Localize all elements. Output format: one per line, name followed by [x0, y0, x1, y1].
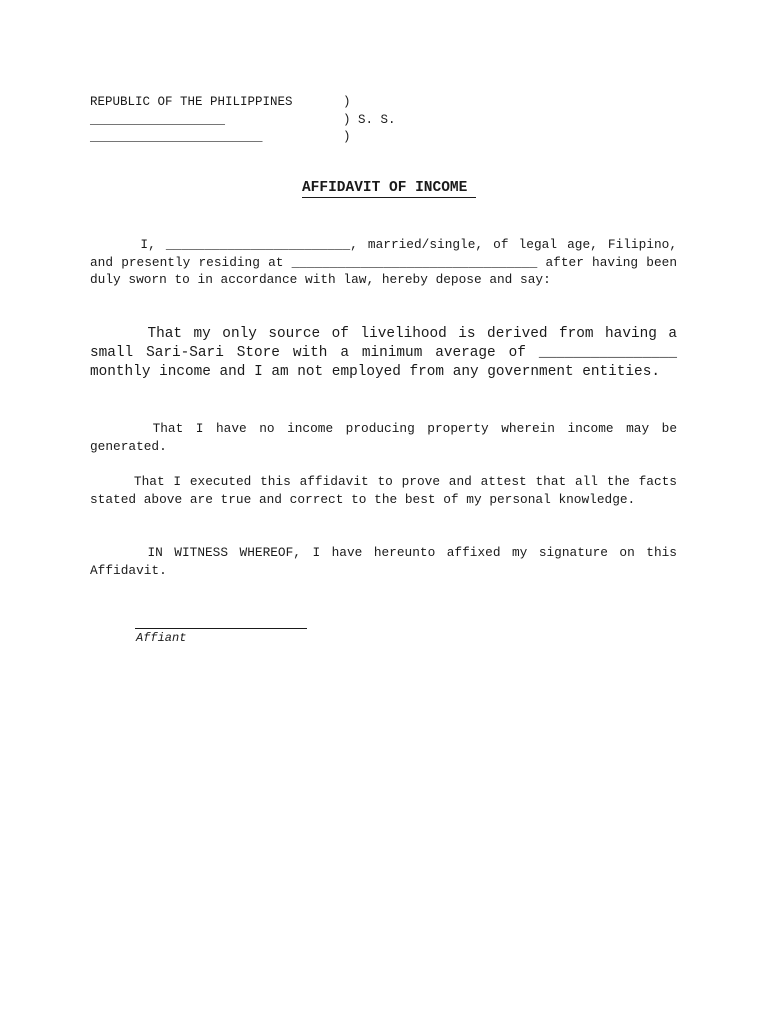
venue-row-country [90, 94, 396, 112]
affiant-label: Affiant [136, 631, 187, 645]
venue-block [90, 94, 396, 147]
venue-row-province [90, 112, 396, 130]
document-title-text: AFFIDAVIT OF INCOME [301, 180, 477, 196]
paragraph-attestation: That I executed this affidavit to prove and attest that all the facts stated above are true and correct to the best of my personal knowledge. [90, 474, 685, 507]
paragraph-livelihood: That my only source of livelihood is derived from having a small Sari-Sari Store with a minimum average of ________________ monthly income and I am not employed from any government entities. [90, 326, 686, 380]
paragraph-witness: IN WITNESS WHEREOF, I have hereunto affixed my signature on this Affidavit. [90, 545, 685, 578]
venue-city-blank: _______________________ [90, 130, 263, 144]
venue-bracket: ) [343, 130, 351, 144]
paragraph-intro: I, ________________________, married/single, of legal age, Filipino, and presently residing at ________________________________ after having been duly sworn to in accordance with law, hereby depose and say: [90, 237, 685, 288]
venue-bracket: ) [343, 95, 351, 109]
signature-line [135, 628, 307, 629]
paragraph-no-property: That I have no income producing property wherein income may be generated. [90, 421, 685, 454]
venue-country: REPUBLIC OF THE PHILIPPINES [90, 95, 293, 109]
document-title [0, 180, 768, 196]
venue-ss-label: ) S. S. [343, 112, 396, 127]
venue-row-city [90, 129, 396, 147]
venue-province-blank: __________________ [90, 112, 226, 127]
